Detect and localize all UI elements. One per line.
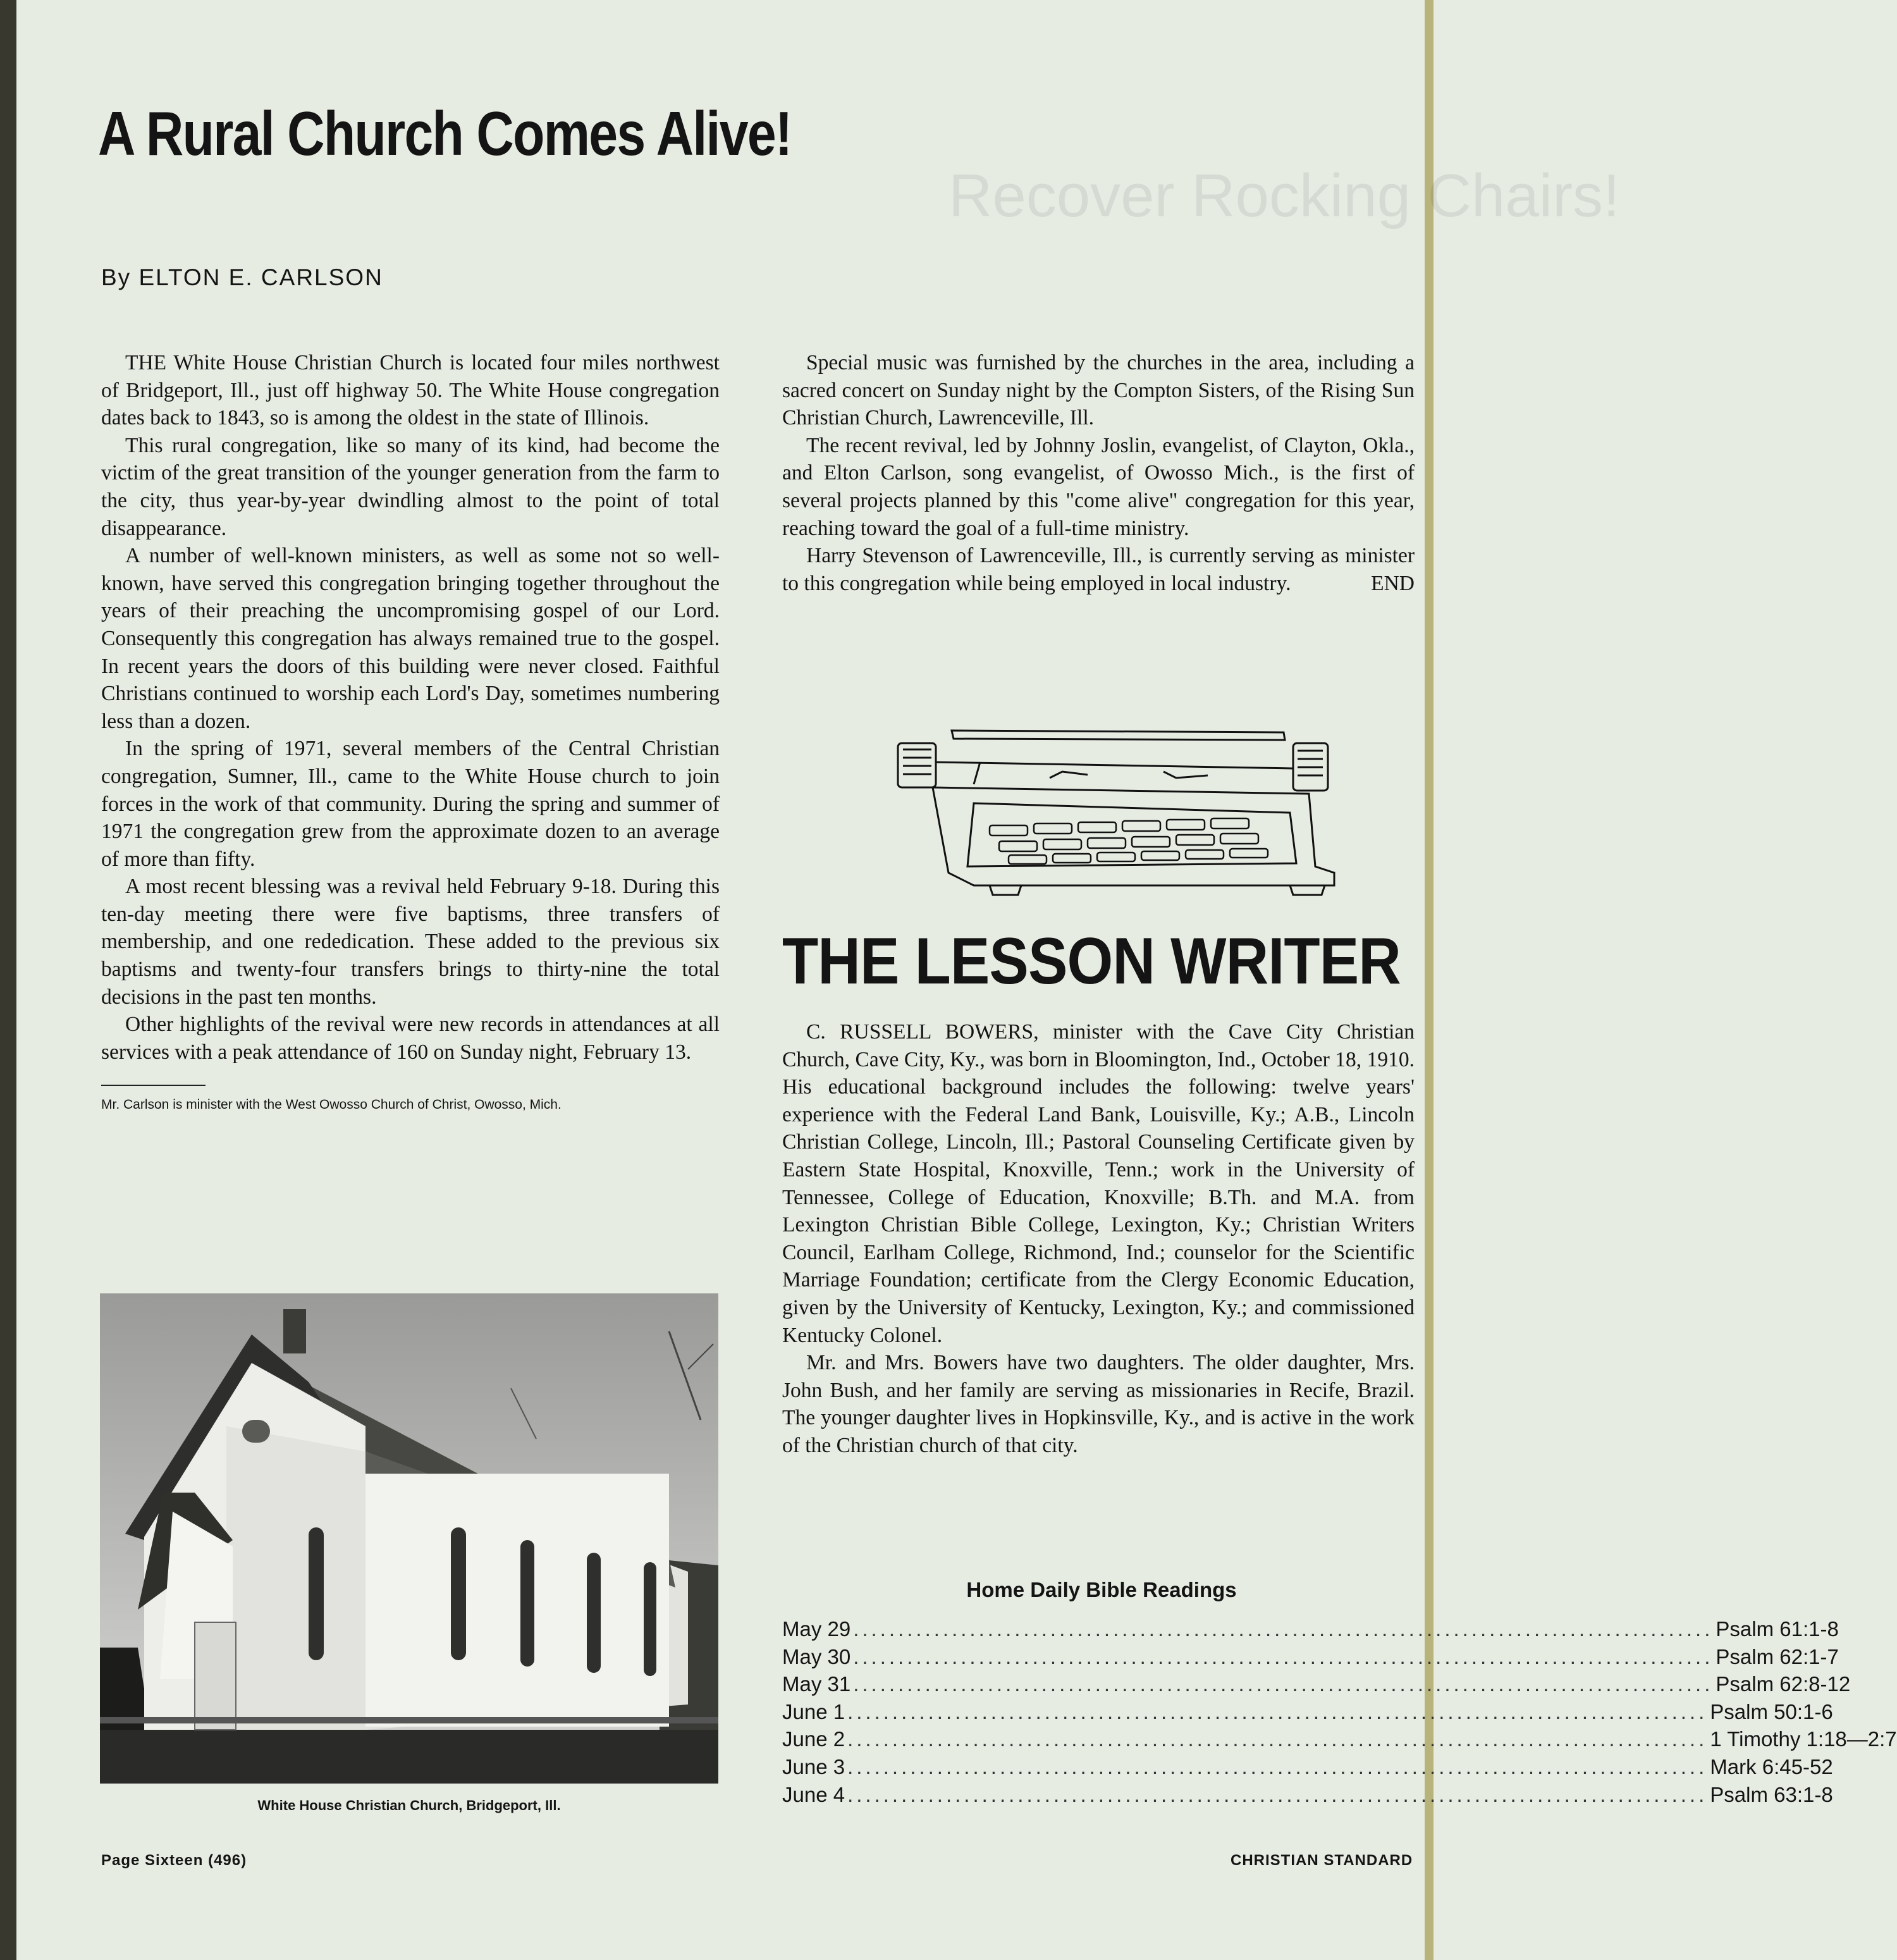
reading-reference: Psalm 63:1-8 bbox=[1710, 1782, 1833, 1806]
page-edge-left bbox=[0, 0, 16, 1960]
bleed-through-text: Recover Rocking Chairs! bbox=[948, 162, 1620, 230]
reading-date: June 2 bbox=[782, 1727, 845, 1751]
article-headline: A Rural Church Comes Alive! bbox=[98, 99, 792, 168]
reading-date: June 1 bbox=[782, 1699, 845, 1723]
reading-reference: Psalm 50:1-6 bbox=[1710, 1699, 1833, 1723]
leader-dots bbox=[853, 1617, 1713, 1641]
reading-reference: Mark 6:45-52 bbox=[1710, 1754, 1833, 1778]
publication-name: CHRISTIAN STANDARD bbox=[1231, 1852, 1413, 1869]
bible-readings-title: Home Daily Bible Readings bbox=[966, 1578, 1237, 1601]
leader-dots bbox=[847, 1783, 1707, 1807]
reading-item bbox=[782, 1727, 1897, 1755]
lesson-writer-title: THE LESSON WRITER bbox=[782, 925, 1401, 998]
article-paragraph: Other highlights of the revival were new records in attendances at all services with a peak attendance of 160 on Sunday night, February 13. bbox=[101, 1013, 720, 1064]
reading-date: May 30 bbox=[782, 1644, 851, 1668]
reading-item bbox=[782, 1782, 1833, 1811]
author-footnote: Mr. Carlson is minister with the West Owosso Church of Christ, Owosso, Mich. bbox=[101, 1097, 562, 1113]
bio-paragraph: Mr. and Mrs. Bowers have two daughters. The older daughter, Mrs. John Bush, and her family are serving as missionaries in Recife, Brazil. The younger daughter lives in Hopkinsville, Ky., and is active in the work of the Christian church of that city. bbox=[782, 1351, 1415, 1457]
leader-dots bbox=[847, 1700, 1707, 1724]
article-paragraph bbox=[782, 542, 1415, 597]
leader-dots bbox=[847, 1755, 1707, 1779]
reading-reference: 1 Timothy 1:18—2:7 bbox=[1710, 1727, 1897, 1751]
footnote-divider bbox=[101, 1085, 206, 1086]
reading-item bbox=[782, 1699, 1833, 1728]
article-paragraph: In the spring of 1971, several members of the Central Christian congregation, Sumner, Ill., came to the White House church to join forces in the work of that community. During the spring and summer of 1971 the congregation grew from the approximate dozen to an average of more than fifty. bbox=[101, 737, 720, 871]
bible-readings-list bbox=[782, 1617, 1897, 1810]
article-paragraph: Special music was furnished by the churches in the area, including a sacred concert on Sunday night by the Compton Sisters, of the Rising Sun Christian Church, Lawrenceville, Ill. bbox=[782, 351, 1415, 430]
reading-date: June 4 bbox=[782, 1782, 845, 1806]
reading-date: May 31 bbox=[782, 1672, 851, 1696]
reading-reference: Psalm 61:1-8 bbox=[1716, 1617, 1839, 1641]
photo-caption: White House Christian Church, Bridgeport, Ill. bbox=[257, 1797, 561, 1813]
article-paragraph: The recent revival, led by Johnny Joslin, evangelist, of Clayton, Okla., and Elton Carlson, song evangelist, of Owosso Mich., is the first of several projects planned by this "come alive" congregation for this year, reaching toward the goal of a full-time ministry. bbox=[782, 433, 1415, 540]
reading-date: June 3 bbox=[782, 1754, 845, 1778]
end-mark: END bbox=[1371, 571, 1415, 595]
bio-paragraph: C. RUSSELL BOWERS, minister with the Cave City Christian Church, Cave City, Ky., was born in Bloomington, Ind., October 18, 1910. His educational background includes the following: twelve years' experience with the Federal Land Bank, Louisville, Ky.; A.B., Lincoln Christian College, Lincoln, Ill.; Pastoral Counseling Certificate given by Eastern State Hospital, Knoxville, Tenn.; work in the University of Tennessee, College of Education, Knoxville; B.Th. and M.A. from Lexington Christian Bible College, Lexington, Ky.; Christian Writers Council, Earlham College, Richmond, Ind.; counselor for the Scientific Marriage Foundation; certificate from the Clergy Economic Education, given by the University of Kentucky, Lexington, Ky.; and commissioned Kentucky Colonel. bbox=[782, 1020, 1415, 1347]
article-left-column bbox=[101, 349, 720, 1113]
page-number: Page Sixteen (496) bbox=[101, 1852, 247, 1869]
article-paragraph: A number of well-known ministers, as well as some not so well-known, have served this congregation bringing together throughout the years of their preaching the uncompromising gospel of our Lord. Consequently this congregation has always remained true to the gospel. In recent years the doors of this building were never closed. Faithful Christians continued to worship each Lord's Day, sometimes numbering less than a dozen. bbox=[101, 544, 720, 733]
leader-dots bbox=[847, 1727, 1707, 1751]
reading-item bbox=[782, 1617, 1839, 1645]
church-photo bbox=[100, 1293, 718, 1784]
typewriter-illustration bbox=[879, 715, 1360, 917]
reading-item bbox=[782, 1644, 1839, 1673]
reading-reference: Psalm 62:8-12 bbox=[1716, 1672, 1851, 1696]
reading-date: May 29 bbox=[782, 1617, 851, 1641]
leader-dots bbox=[853, 1645, 1713, 1669]
article-paragraph: THE White House Christian Church is located four miles northwest of Bridgeport, Ill., just off highway 50. The White House congregation dates back to 1843, so is among the oldest in the state of Illinois. bbox=[101, 351, 720, 430]
leader-dots bbox=[853, 1672, 1713, 1696]
article-byline: By ELTON E. CARLSON bbox=[101, 264, 383, 290]
article-right-column bbox=[782, 349, 1415, 597]
article-paragraph: A most recent blessing was a revival held February 9-18. During this ten-day meeting there were five baptisms, three transfers of membership, and one rededication. These added to the previous six baptisms and twenty-four transfers brings to thirty-nine the total decisions in the past ten months. bbox=[101, 875, 720, 1009]
reading-reference: Psalm 62:1-7 bbox=[1716, 1644, 1839, 1668]
article-paragraph: This rural congregation, like so many of its kind, had become the victim of the great transition of the younger generation from the farm to the city, thus year-by-year dwindling almost to the point of total disappearance. bbox=[101, 433, 720, 540]
reading-item bbox=[782, 1754, 1833, 1783]
article-paragraph-text: Harry Stevenson of Lawrenceville, Ill., is currently serving as minister to this congregation while being employed in local industry. bbox=[782, 544, 1415, 595]
reading-item bbox=[782, 1672, 1851, 1700]
lesson-writer-bio bbox=[782, 1018, 1415, 1460]
